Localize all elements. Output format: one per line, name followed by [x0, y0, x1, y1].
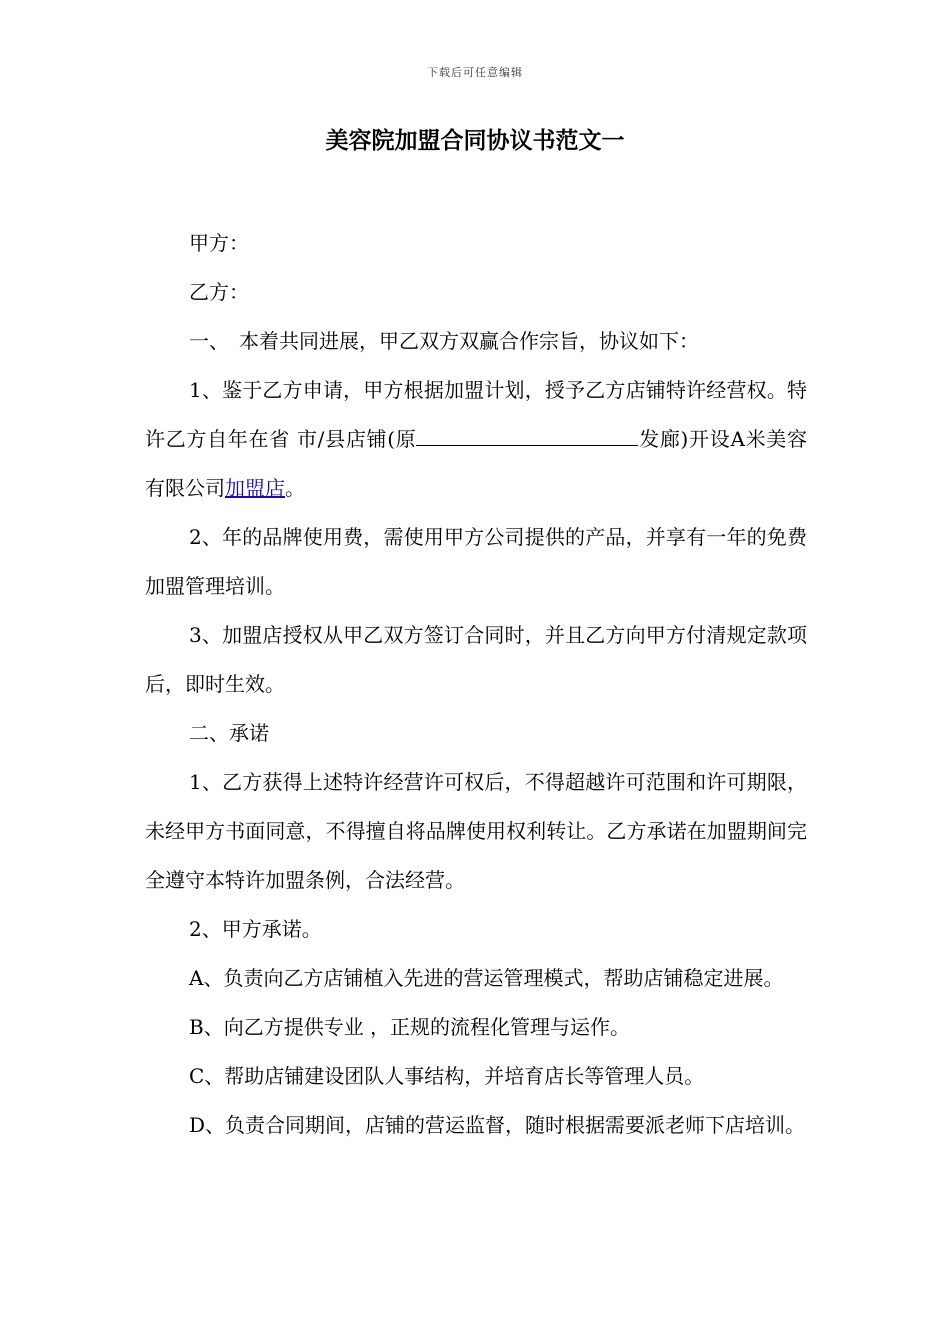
- blank-underline: [416, 427, 638, 446]
- header-note: 下载后可任意编辑: [427, 66, 523, 79]
- section-1-heading: 一、 本着共同进展，甲乙双方双赢合作宗旨，协议如下：: [189, 329, 699, 353]
- promise-2: 2、甲方承诺。: [189, 917, 322, 941]
- franchise-store-link[interactable]: 加盟店: [225, 476, 285, 500]
- section-2-heading: 二、承诺: [189, 721, 269, 745]
- promise-b: B、向乙方提供专业 ，正规的流程化管理与运作。: [189, 1015, 631, 1039]
- document-title: 美容院加盟合同协议书范文一: [325, 128, 625, 154]
- clause-1: [145, 366, 807, 513]
- clause-1-text-start: 1、鉴于乙方申请，甲方根据加盟计划，授予乙方店铺特许经营权。特许乙方自年在省 市/县店铺(原: [145, 378, 807, 451]
- promise-a: A、负责向乙方店铺植入先进的营运管理模式，帮助店铺稳定进展。: [189, 966, 784, 990]
- party-b-line: 乙方：: [189, 280, 249, 304]
- promise-1: 1、乙方获得上述特许经营许可权后，不得超越许可范围和许可期限，未经甲方书面同意，不得擅自将品牌使用权利转让。乙方承诺在加盟期间完全遵守本特许加盟条例，合法经营。: [145, 770, 807, 892]
- promise-c: C、帮助店铺建设团队人事结构，并培育店长等管理人员。: [189, 1064, 705, 1088]
- clause-3: 3、加盟店授权从甲乙双方签订合同时，并且乙方向甲方付清规定款项后，即时生效。: [145, 623, 807, 696]
- clause-1-text-end: 。: [285, 476, 305, 500]
- promise-d: D、负责合同期间，店铺的营运监督，随时根据需要派老师下店培训。: [189, 1113, 806, 1137]
- party-a-line: 甲方：: [189, 231, 249, 255]
- document-body: [145, 219, 807, 1150]
- clause-2: 2、年的品牌使用费，需使用甲方公司提供的产品，并享有一年的免费加盟管理培训。: [145, 525, 807, 598]
- clause-1-text-middle: 发廊)开设A米美容有限公司: [145, 427, 808, 500]
